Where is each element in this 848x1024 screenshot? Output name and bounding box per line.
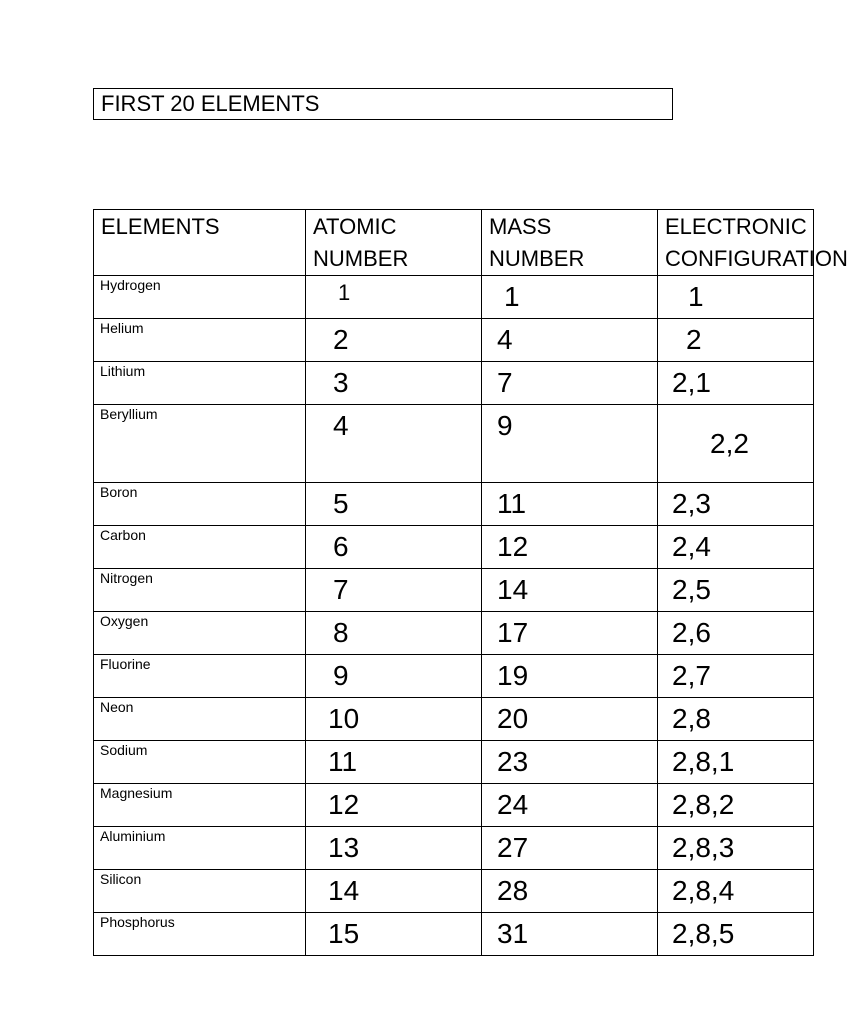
electronic-configuration-cell: 2,6 [658, 612, 814, 655]
table-row [94, 698, 814, 741]
atomic-number-cell: 3 [306, 362, 482, 405]
atomic-number-cell: 15 [306, 913, 482, 956]
element-name-cell: Phosphorus [94, 913, 306, 956]
elements-table [93, 209, 848, 956]
elements-table-wrapper [93, 209, 848, 949]
element-name-cell: Beryllium [94, 405, 306, 483]
atomic-number-cell: 13 [306, 827, 482, 870]
mass-number-cell: 27 [482, 827, 658, 870]
element-name-cell: Nitrogen [94, 569, 306, 612]
table-row [94, 276, 814, 319]
electronic-configuration-cell: 2 [658, 319, 814, 362]
table-row [94, 483, 814, 526]
mass-number-cell: 11 [482, 483, 658, 526]
table-row [94, 612, 814, 655]
header-mass-line1: MASS [489, 214, 552, 239]
element-name-cell: Fluorine [94, 655, 306, 698]
header-atomic-line1: ATOMIC [313, 214, 397, 239]
header-mass-line2: NUMBER [489, 246, 585, 271]
mass-number-cell: 20 [482, 698, 658, 741]
atomic-number-cell: 2 [306, 319, 482, 362]
element-name-cell: Oxygen [94, 612, 306, 655]
mass-number-cell: 23 [482, 741, 658, 784]
atomic-number-cell: 8 [306, 612, 482, 655]
mass-number-cell: 12 [482, 526, 658, 569]
element-name-cell: Silicon [94, 870, 306, 913]
table-row [94, 784, 814, 827]
header-electronic-configuration [658, 210, 848, 276]
element-name-cell: Hydrogen [94, 276, 306, 319]
element-name-cell: Lithium [94, 362, 306, 405]
table-row [94, 569, 814, 612]
element-name-cell: Carbon [94, 526, 306, 569]
header-atomic-line2: NUMBER [313, 246, 409, 271]
element-name-cell: Helium [94, 319, 306, 362]
atomic-number-cell: 11 [306, 741, 482, 784]
header-mass-number [482, 210, 658, 276]
element-name-cell: Neon [94, 698, 306, 741]
electronic-configuration-cell: 2,8,5 [658, 913, 814, 956]
electronic-configuration-cell: 1 [658, 276, 814, 319]
table-row [94, 319, 814, 362]
mass-number-cell: 7 [482, 362, 658, 405]
table-row [94, 526, 814, 569]
table-row [94, 741, 814, 784]
electronic-configuration-cell: 2,7 [658, 655, 814, 698]
electronic-configuration-cell: 2,4 [658, 526, 814, 569]
atomic-number-cell: 9 [306, 655, 482, 698]
table-body [94, 276, 814, 956]
header-elements-label: ELEMENTS [101, 214, 220, 239]
electronic-configuration-cell: 2,8,4 [658, 870, 814, 913]
table-row [94, 362, 814, 405]
mass-number-cell: 14 [482, 569, 658, 612]
header-config-line2: CONFIGURATION [665, 246, 848, 271]
electronic-configuration-cell: 2,8,3 [658, 827, 814, 870]
table-row [94, 405, 814, 483]
table-row [94, 827, 814, 870]
header-config-line1: ELECTRONIC [665, 214, 807, 239]
electronic-configuration-cell: 2,8,2 [658, 784, 814, 827]
mass-number-cell: 9 [482, 405, 658, 483]
table-row [94, 913, 814, 956]
electronic-configuration-cell: 2,2 [658, 405, 814, 483]
electronic-configuration-cell: 2,1 [658, 362, 814, 405]
header-elements [94, 210, 306, 276]
atomic-number-cell: 1 [306, 276, 482, 319]
mass-number-cell: 19 [482, 655, 658, 698]
element-name-cell: Aluminium [94, 827, 306, 870]
mass-number-cell: 24 [482, 784, 658, 827]
element-name-cell: Sodium [94, 741, 306, 784]
atomic-number-cell: 5 [306, 483, 482, 526]
electronic-configuration-cell: 2,5 [658, 569, 814, 612]
element-name-cell: Boron [94, 483, 306, 526]
page-title: FIRST 20 ELEMENTS [93, 88, 673, 120]
element-name-cell: Magnesium [94, 784, 306, 827]
atomic-number-cell: 4 [306, 405, 482, 483]
atomic-number-cell: 7 [306, 569, 482, 612]
header-row [94, 210, 814, 276]
header-atomic-number [306, 210, 482, 276]
table-row [94, 870, 814, 913]
atomic-number-cell: 10 [306, 698, 482, 741]
electronic-configuration-cell: 2,8 [658, 698, 814, 741]
atomic-number-cell: 12 [306, 784, 482, 827]
electronic-configuration-cell: 2,8,1 [658, 741, 814, 784]
mass-number-cell: 31 [482, 913, 658, 956]
electronic-configuration-cell: 2,3 [658, 483, 814, 526]
mass-number-cell: 28 [482, 870, 658, 913]
mass-number-cell: 17 [482, 612, 658, 655]
atomic-number-cell: 14 [306, 870, 482, 913]
table-row [94, 655, 814, 698]
atomic-number-cell: 6 [306, 526, 482, 569]
mass-number-cell: 1 [482, 276, 658, 319]
mass-number-cell: 4 [482, 319, 658, 362]
